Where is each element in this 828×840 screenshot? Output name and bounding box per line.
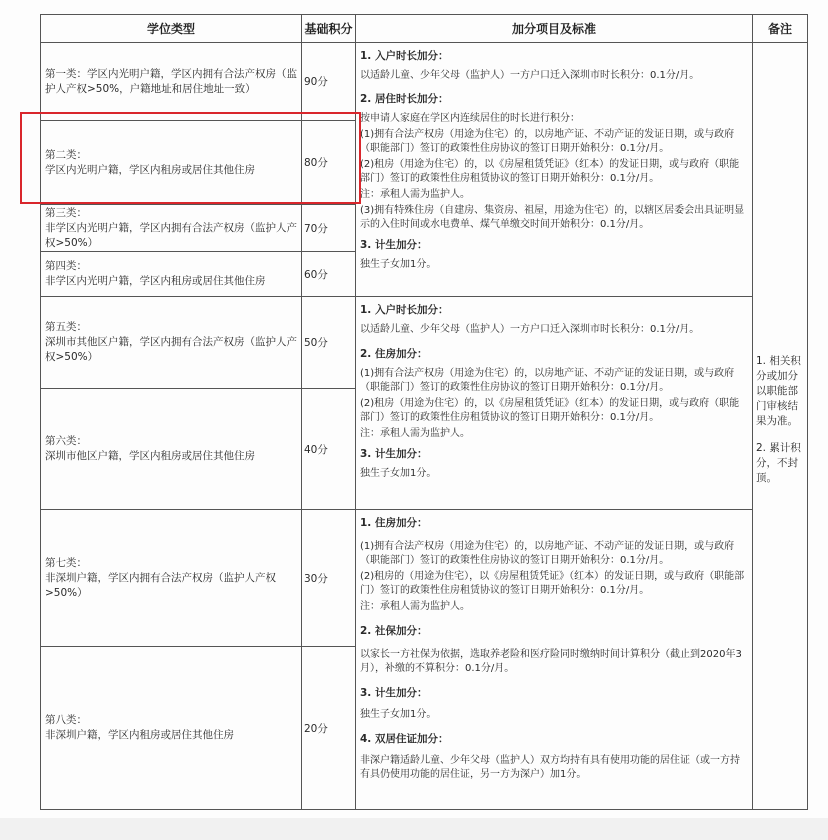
score-row-4: 60分	[302, 252, 356, 297]
score-row-1: 90分	[302, 43, 356, 121]
g1-text-4: (2)租房（用途为住宅）的，以《房屋租赁凭证》（红本）的发证日期，或与政府（职能部门）签订的政策性住房租赁协议的签订日期开始积分：0.1分/月。	[360, 159, 740, 184]
g1-text-2: 按申请人家庭在学区内连续居住的时长进行积分：	[360, 113, 580, 124]
admission-points-table	[40, 14, 808, 810]
g2-text-3: (2)租房（用途为住宅）的，以《房屋租赁凭证》（红本）的发证日期，或与政府（职能部门）签订的政策性住房租赁协议的签订日期开始积分：0.1分/月。	[360, 398, 740, 423]
g3-text-2: (2)租房的（用途为住宅），以《房屋租赁凭证》（红本）的发证日期，或与政府（职能部门）签订的政策性住房租赁协议的签订日期开始积分：0.1分/月。	[360, 571, 745, 596]
standards-group-3	[356, 510, 753, 809]
g1-heading-3: 3. 计生加分：	[360, 239, 428, 251]
g3-heading-4: 4. 双居住证加分：	[360, 733, 449, 745]
remark-2: 2. 累计积分，不封顶。	[756, 442, 801, 484]
g1-heading-1: 1. 入户时长加分：	[360, 50, 449, 62]
g2-text-2: (1)拥有合法产权房（用途为住宅）的，以房地产证、不动产证的发证日期，或与政府（职能部门）签订的政策性住房协议的签订日期开始积分：0.1分/月。	[360, 368, 735, 393]
type-row-5: 第五类： 深圳市其他区户籍，学区内拥有合法产权房（监护人产权>50%）	[41, 297, 302, 389]
g2-heading-2: 2. 住房加分：	[360, 348, 428, 360]
type-row-4: 第四类： 非学区内光明户籍，学区内租房或居住其他住房	[41, 252, 302, 297]
g2-heading-3: 3. 计生加分：	[360, 448, 428, 460]
g3-text-3: 注：承租人需为监护人。	[360, 601, 470, 612]
g1-text-6: (3)拥有特殊住房（自建房、集资房、祖屋，用途为住宅）的，以辖区居委会出具证明显示的入住时间或水电费单、煤气单缴交时间开始积分：0.1分/月。	[360, 205, 745, 230]
type-row-3: 第三类： 非学区内光明户籍，学区内拥有合法产权房（监护人产权>50%）	[41, 205, 302, 252]
type-row-7: 第七类： 非深圳户籍，学区内拥有合法产权房（监护人产权>50%）	[41, 510, 302, 647]
score-row-6: 40分	[302, 389, 356, 510]
remark-1: 1. 相关积分或加分以职能部门审核结果为准。	[756, 355, 801, 427]
g3-text-1: (1)拥有合法产权房（用途为住宅）的，以房地产证、不动产证的发证日期，或与政府（职能部门）签订的政策性住房协议的签订日期开始积分：0.1分/月。	[360, 541, 735, 566]
g2-text-5: 独生子女加1分。	[360, 468, 437, 479]
header-remarks: 备注	[753, 15, 807, 43]
header-bonus-standards: 加分项目及标准	[356, 15, 753, 43]
standards-group-1	[356, 43, 753, 297]
type-row-2: 第二类： 学区内光明户籍，学区内租房或居住其他住房	[41, 121, 302, 205]
g3-heading-3: 3. 计生加分：	[360, 687, 428, 699]
g3-text-5: 独生子女加1分。	[360, 709, 437, 720]
score-row-7: 30分	[302, 510, 356, 647]
score-row-2: 80分	[302, 121, 356, 205]
header-degree-type: 学位类型	[41, 15, 302, 43]
g2-heading-1: 1. 入户时长加分：	[360, 304, 449, 316]
type-row-1: 第一类：学区内光明户籍，学区内拥有合法产权房（监护人产权>50%，户籍地址和居住地址一致）	[41, 43, 302, 121]
g1-text-5: 注：承租人需为监护人。	[360, 189, 470, 200]
g1-text-1: 以适龄儿童、少年父母（监护人）一方户口迁入深圳市时长积分：0.1分/月。	[360, 70, 700, 81]
score-row-3: 70分	[302, 205, 356, 252]
g3-heading-1: 1. 住房加分：	[360, 517, 428, 529]
g2-text-1: 以适龄儿童、少年父母（监护人）一方户口迁入深圳市时长积分：0.1分/月。	[360, 324, 700, 335]
g1-text-3: (1)拥有合法产权房（用途为住宅）的，以房地产证、不动产证的发证日期，或与政府（职能部门）签订的政策性住房协议的签订日期开始积分：0.1分/月。	[360, 129, 735, 154]
standards-group-2	[356, 297, 753, 510]
g1-heading-2: 2. 居住时长加分：	[360, 93, 449, 105]
score-row-5: 50分	[302, 297, 356, 389]
type-row-8: 第八类： 非深圳户籍，学区内租房或居住其他住房	[41, 647, 302, 809]
g3-text-6: 非深户籍适龄儿童、少年父母（监护人）双方均持有具有使用功能的居住证（或一方持有具仍使用功能的居住证，另一方为深户）加1分。	[360, 755, 740, 780]
g2-text-4: 注：承租人需为监护人。	[360, 428, 470, 439]
remarks-cell	[753, 43, 807, 809]
g3-heading-2: 2. 社保加分：	[360, 625, 428, 637]
bottom-bar	[0, 818, 828, 840]
type-row-6: 第六类： 深圳市他区户籍，学区内租房或居住其他住房	[41, 389, 302, 510]
score-row-8: 20分	[302, 647, 356, 809]
header-base-points: 基础积分	[302, 15, 356, 43]
g1-text-7: 独生子女加1分。	[360, 259, 437, 270]
g3-text-4: 以家长一方社保为依据，选取养老险和医疗险同时缴纳时间计算积分（截止到2020年3月），补缴的不算积分：0.1分/月。	[360, 649, 742, 674]
